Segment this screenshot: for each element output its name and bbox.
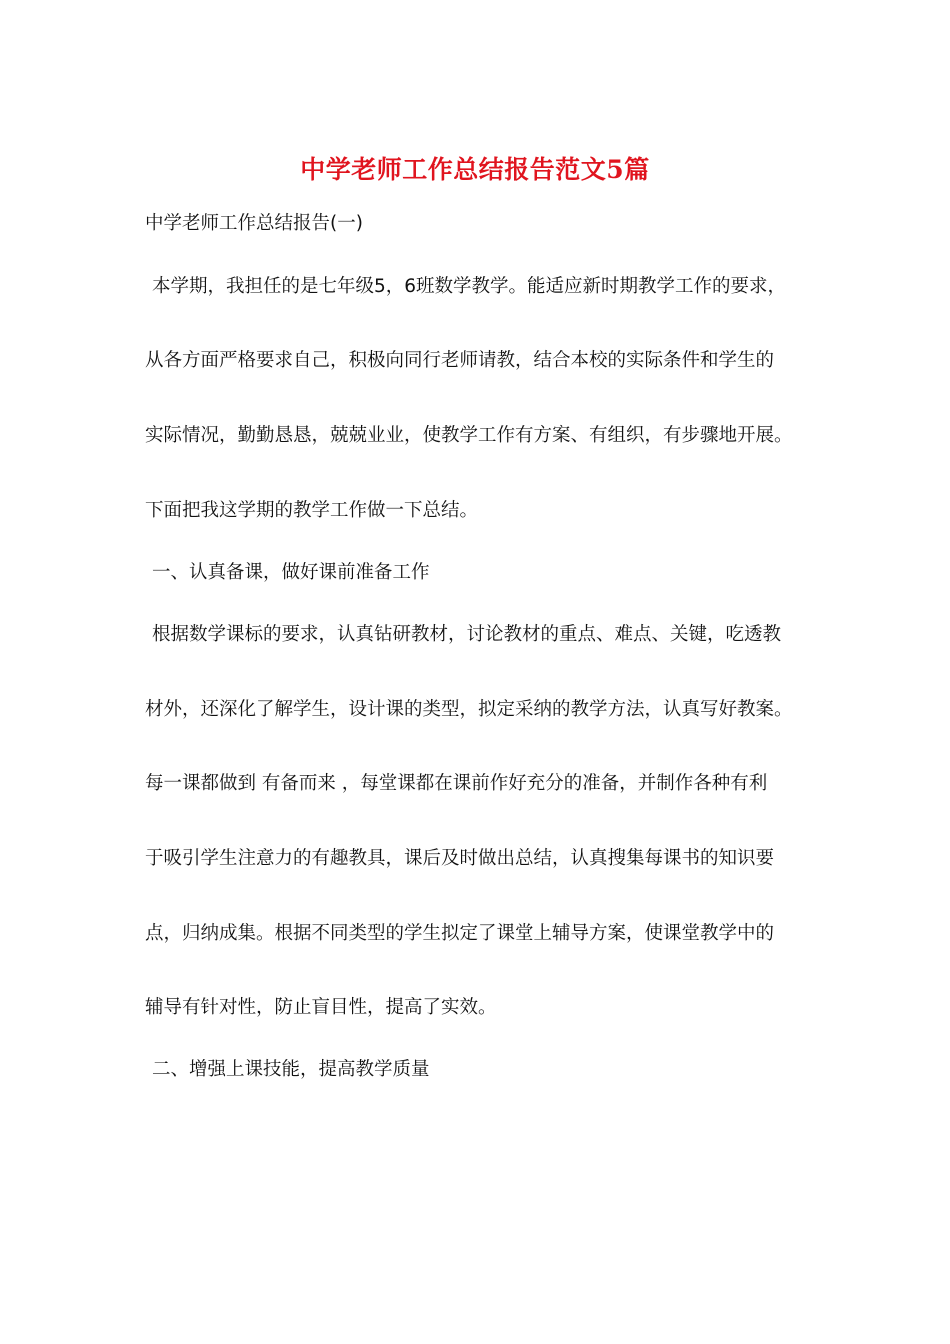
subheading-1: 一、认真备课，做好课前准备工作 [152, 562, 430, 583]
paragraph-line-3: 实际情况，勤勤恳恳，兢兢业业，使教学工作有方案、有组织，有步骤地开展。 [145, 425, 793, 446]
section-heading: 中学老师工作总结报告(一) [145, 213, 363, 234]
paragraph-line-2: 从各方面严格要求自己，积极向同行老师请教，结合本校的实际条件和学生的 [145, 350, 775, 371]
paragraph-line-1: 本学期，我担任的是七年级5，6班数学教学。能适应新时期教学工作的要求， [152, 276, 787, 297]
paragraph-line-6: 材外，还深化了解学生，设计课的类型，拟定采纳的教学方法，认真写好教案。 [145, 699, 793, 720]
paragraph-line-10: 辅导有针对性，防止盲目性，提高了实效。 [145, 997, 497, 1018]
paragraph-line-5: 根据数学课标的要求，认真钻研教材，讨论教材的重点、难点、关键，吃透教 [152, 624, 782, 645]
subheading-2: 二、增强上课技能，提高教学质量 [152, 1059, 430, 1080]
paragraph-line-8: 于吸引学生注意力的有趣教具，课后及时做出总结，认真搜集每课书的知识要 [145, 848, 775, 869]
paragraph-line-7: 每一课都做到 有备而来 ，每堂课都在课前作好充分的准备，并制作各种有利 [145, 773, 768, 794]
paragraph-line-9: 点，归纳成集。根据不同类型的学生拟定了课堂上辅导方案，使课堂教学中的 [145, 923, 775, 944]
paragraph-line-4: 下面把我这学期的教学工作做一下总结。 [145, 500, 479, 521]
document-title: 中学老师工作总结报告范文5篇 [300, 155, 650, 184]
